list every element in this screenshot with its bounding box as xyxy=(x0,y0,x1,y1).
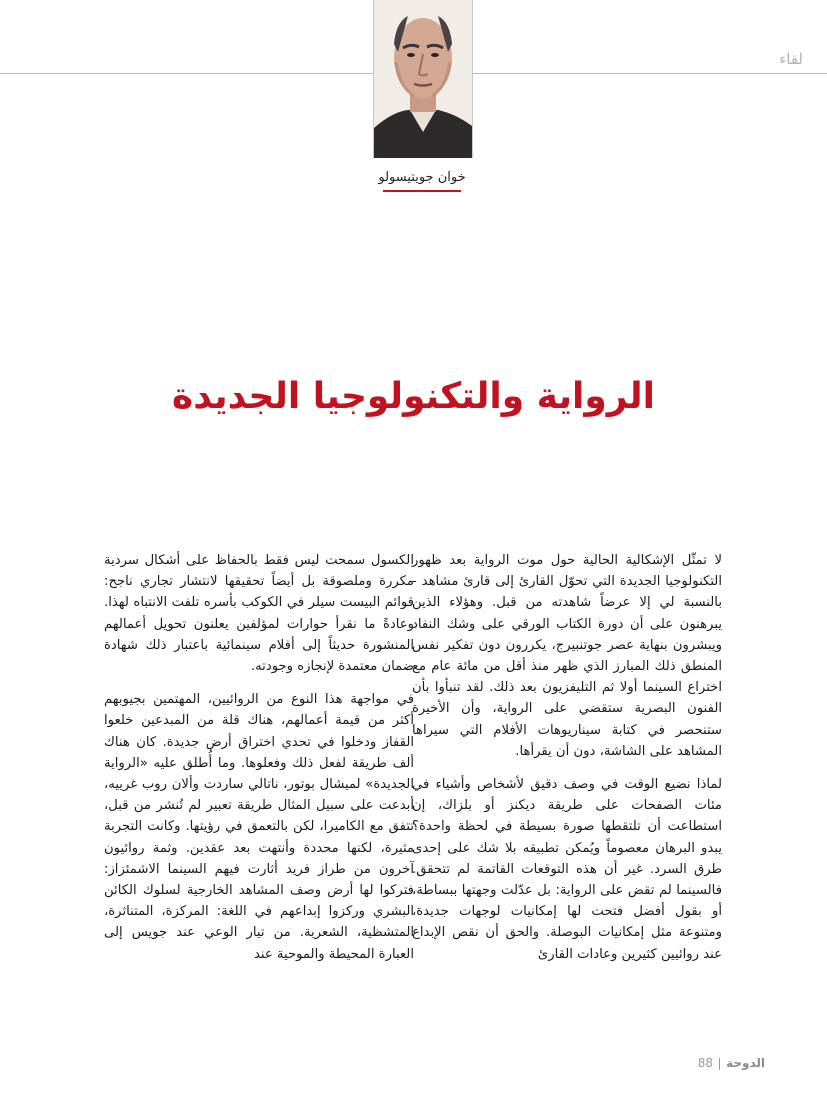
header-rule-right xyxy=(470,73,827,74)
author-name: خوان جويتيسولو xyxy=(378,170,466,185)
magazine-logo: الدوحة xyxy=(726,1056,765,1070)
author-portrait xyxy=(373,0,473,158)
paragraph: لماذا نضيع الوقت في وصف دقيق لأشخاص وأشياء في مئات الصفحات على طريقة ديكنز أو بلزاك، إن استطاعت أن تلتقطها صورة بسيطة في لحظة واحدة؟ يبدو البرهان معصوماً ويُمكن تطبيقه بلا شك على إحدى طرق السرد. غير أن هذه التوقعات القاتمة لم تتحقق. فالسينما لم تقض على الرواية: بل عدّلت وجهتها ببساطة، أو بقول أفضل فتحت لها إمكانيات لوجهات جديدة، ومتنوعة مثل إمكانيات البوصلة. والحق أن نقص الإبداع عند روائيين كثيرين وعادات القارئ xyxy=(412,777,722,962)
paragraph: الكسول سمحت ليس فقط بالحفاظ على أشكال سردية مكررة وملصوقة بل أيضاً تحقيقها لانتشار تجاري ناجح: قوائم البيست سيلر في الكوكب بأسره تلفت الانتباه لهذا. وعادةً ما نقرأ حوارات لمؤلفين يعلنون تحويل أعمالهم المنشورة حديثاً إلى أفلام سينمائية باعتبار ذلك شهادة ضمان معتمدة لإنجازه وجودته. xyxy=(104,553,414,675)
author-portrait-illustration xyxy=(374,0,472,158)
paragraph: في مواجهة هذا النوع من الروائيين، المهتمين بجيوبهم أكثر من قيمة أعمالهم، هناك قلة من المبدعين خلعوا القفاز ودخلوا في تحدي اختراق أرض جديدة. كان هناك ألف طريقة لفعل ذلك وفعلوها. وما أُطلق عليه «الرواية الجديدة» لميشال بوتور، ناتالي ساردت وألان روب غرييه، أبدعت على سبيل المثال طريقة تعبير لم تُنشر من قبل، تتفق مع الكاميرا، لكن بالتعمق في رؤيتها. وكانت التجربة مثيرة، لكنها محددة وأنتهت بعد عقدين. وثمة روائيون آخرون من طراز فريد أثارت فيهم السينما الاشمئزاز: فتركوا لها أرض وصف المشاهد الخارجية لسلوك الكائن البشري وركزوا إبداعهم في اللغة: المركزة، المتناثرة، المتشظية، الشعرية. من تيار الوعي عند جويس إلى العبارة المحيطة والموحية عند xyxy=(104,692,414,962)
author-name-underline xyxy=(383,190,461,192)
header-rule-left xyxy=(0,73,373,74)
section-label: لقاء xyxy=(779,50,803,68)
paragraph: لا تمثّل الإشكالية الحالية حول موت الرواية بعد ظهور التكنولوجيا الجديدة التي تحوّل القارئ إلى قارئ مشاهد - بالنسبة لي إلا عرضاً شاهدته من قبل. وهؤلاء الذين يبرهنون على أن دورة الكتاب الورقي على وشك النفاد ويبشرون بنهاية عصر جوتنبيرج، يكررون دون تفكير نفس المنطق ذلك المبارز الذي ظهر منذ أقل من مائة عام مع اختراع السينما أولا ثم التليفزيون بعد ذلك. لقد تنبأوا بأن الفنون البصرية ستقضي على الرواية، وأن الأخيرة ستنحصر في كتابة سيناريوهات الأفلام التي سيراها المشاهد على الشاشة، دون أن يقرأها. xyxy=(412,553,722,759)
footer-divider xyxy=(719,1058,720,1070)
page-footer xyxy=(698,1056,765,1070)
article-title: الرواية والتكنولوجيا الجديدة xyxy=(172,376,655,418)
page-number: 88 xyxy=(697,1056,714,1070)
article-column-left xyxy=(104,550,414,977)
article-column-right xyxy=(412,550,722,977)
